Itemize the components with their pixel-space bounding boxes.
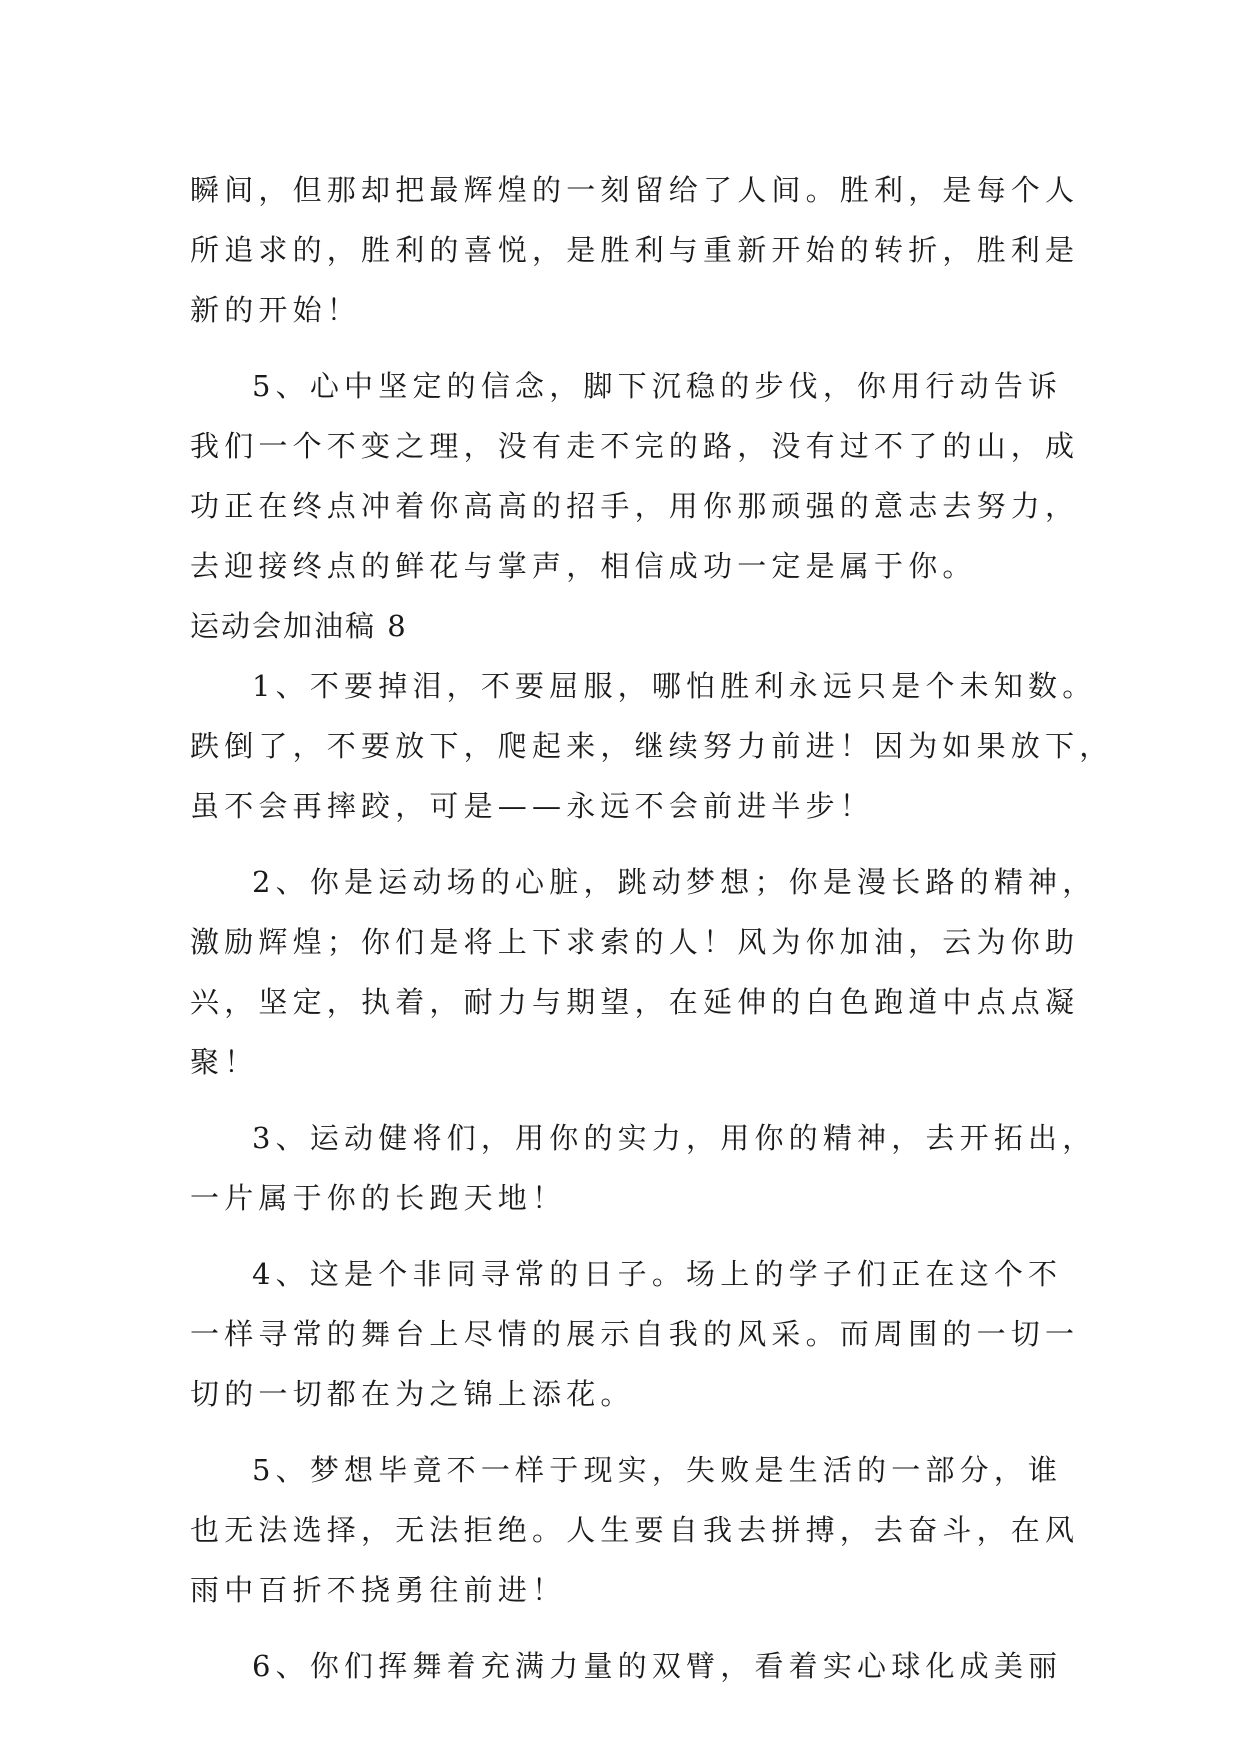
text-line: 聚！ bbox=[190, 1045, 259, 1079]
paragraph-first-line: 5、心中坚定的信念，脚下沉稳的步伐，你用行动告诉 bbox=[252, 369, 1063, 403]
text-line: 一片属于你的长跑天地！ bbox=[190, 1181, 567, 1215]
text-line: 瞬间，但那却把最辉煌的一刻留给了人间。胜利，是每个人 bbox=[190, 173, 1080, 207]
text-line: 我们一个不变之理，没有走不完的路，没有过不了的山，成 bbox=[190, 429, 1080, 463]
text-line: 功正在终点冲着你高高的招手，用你那顽强的意志去努力， bbox=[190, 489, 1080, 523]
paragraph-first-line: 4、这是个非同寻常的日子。场上的学子们正在这个不 bbox=[252, 1257, 1063, 1291]
section-heading: 运动会加油稿 8 bbox=[190, 609, 408, 643]
text-line: 雨中百折不挠勇往前进！ bbox=[190, 1573, 567, 1607]
text-line: 新的开始！ bbox=[190, 293, 362, 327]
text-line: 也无法选择，无法拒绝。人生要自我去拼搏，去奋斗，在风 bbox=[190, 1513, 1080, 1547]
text-line: 一样寻常的舞台上尽情的展示自我的风采。而周围的一切一 bbox=[190, 1317, 1080, 1351]
text-line: 虽不会再摔跤，可是——永远不会前进半步！ bbox=[190, 789, 875, 823]
paragraph-first-line: 1、不要掉泪，不要屈服，哪怕胜利永远只是个未知数。 bbox=[252, 669, 1097, 703]
text-line: 所追求的，胜利的喜悦，是胜利与重新开始的转折，胜利是 bbox=[190, 233, 1080, 267]
text-line: 跌倒了，不要放下，爬起来，继续努力前进！因为如果放下， bbox=[190, 729, 1114, 763]
paragraph-first-line: 6、你们挥舞着充满力量的双臂，看着实心球化成美丽 bbox=[252, 1649, 1063, 1683]
text-line: 去迎接终点的鲜花与掌声，相信成功一定是属于你。 bbox=[190, 549, 977, 583]
text-line: 切的一切都在为之锦上添花。 bbox=[190, 1377, 635, 1411]
text-line: 兴，坚定，执着，耐力与期望，在延伸的白色跑道中点点凝 bbox=[190, 985, 1080, 1019]
text-line: 激励辉煌；你们是将上下求索的人！风为你加油，云为你助 bbox=[190, 925, 1080, 959]
paragraph-first-line: 5、梦想毕竟不一样于现实，失败是生活的一部分，谁 bbox=[252, 1453, 1063, 1487]
paragraph-first-line: 2、你是运动场的心脏，跳动梦想；你是漫长路的精神， bbox=[252, 865, 1097, 899]
document-page bbox=[190, 160, 1114, 1696]
paragraph-first-line: 3、运动健将们，用你的实力，用你的精神，去开拓出， bbox=[252, 1121, 1097, 1155]
